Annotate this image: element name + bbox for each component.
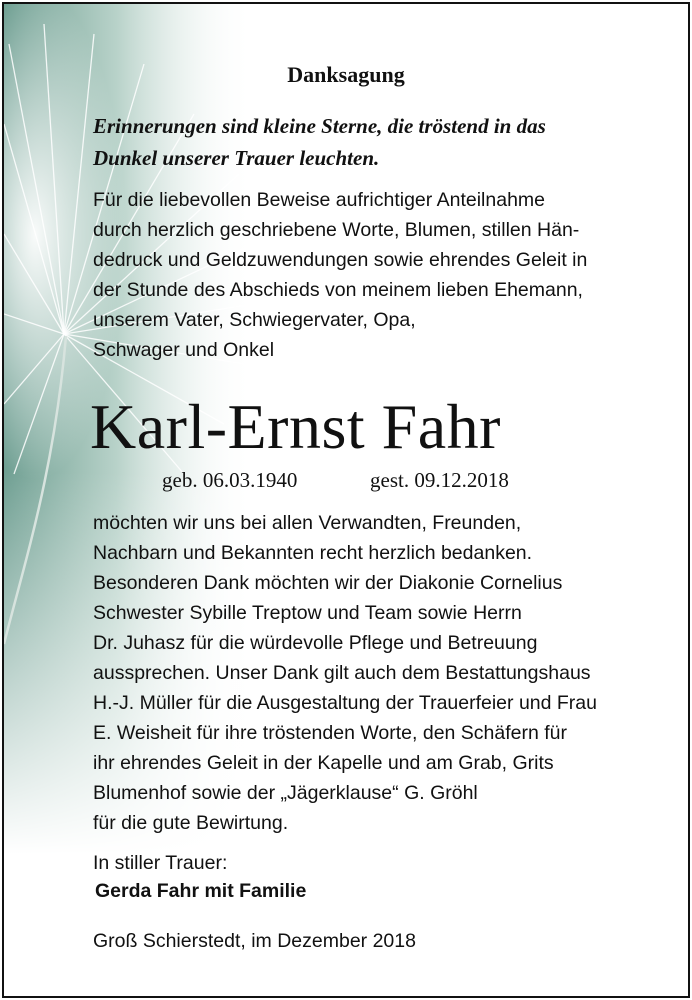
thanks-line: ihr ehrendes Geleit in der Kapelle und am Grab, Grits	[93, 752, 554, 774]
intro-line: Schwager und Onkel	[93, 339, 275, 361]
intro-line: unserem Vater, Schwiegervater, Opa,	[93, 309, 416, 331]
thanks-line: Besonderen Dank möchten wir der Diakonie Cornelius	[93, 572, 563, 594]
deceased-name: Karl-Ernst Fahr	[90, 391, 501, 462]
thanks-line: möchten wir uns bei allen Verwandten, Freunden,	[93, 512, 522, 534]
intro-line: durch herzlich geschriebene Worte, Blumen, stillen Hän-	[93, 219, 580, 241]
thanks-line: Schwester Sybille Treptow und Team sowie Herrn	[93, 602, 522, 624]
mourning-label: In stiller Trauer:	[93, 852, 228, 874]
heading: Danksagung	[287, 62, 405, 87]
thanks-line: H.-J. Müller für die Ausgestaltung der Trauerfeier und Frau	[93, 692, 597, 714]
thanks-line: aussprechen. Unser Dank gilt auch dem Bestattungshaus	[93, 662, 591, 684]
thanks-line: Nachbarn und Bekannten recht herzlich bedanken.	[93, 542, 533, 564]
intro-line: dedruck und Geldzuwendungen sowie ehrendes Geleit in	[93, 249, 588, 271]
intro-line: der Stunde des Abschieds von meinem lieben Ehemann,	[93, 279, 583, 301]
thanks-line: E. Weisheit für ihre tröstenden Worte, den Schäfern für	[93, 722, 568, 744]
thanks-line: Blumenhof sowie der „Jägerklause“ G. Gröhl	[93, 782, 478, 804]
family-signature: Gerda Fahr mit Familie	[95, 880, 307, 902]
intro-line: Für die liebevollen Beweise aufrichtiger Anteilnahme	[93, 189, 546, 211]
obituary-text	[4, 4, 688, 996]
quote-line: Erinnerungen sind kleine Sterne, die tröstend in das	[93, 114, 546, 138]
birth-date: geb. 06.03.1940	[162, 468, 298, 492]
thanks-line: für die gute Bewirtung.	[93, 812, 289, 834]
thanks-line: Dr. Juhasz für die würdevolle Pflege und Betreuung	[93, 632, 538, 654]
place-date: Groß Schierstedt, im Dezember 2018	[93, 930, 416, 952]
quote-line: Dunkel unserer Trauer leuchten.	[93, 146, 380, 170]
obituary-card	[2, 2, 690, 998]
death-date: gest. 09.12.2018	[370, 468, 509, 492]
